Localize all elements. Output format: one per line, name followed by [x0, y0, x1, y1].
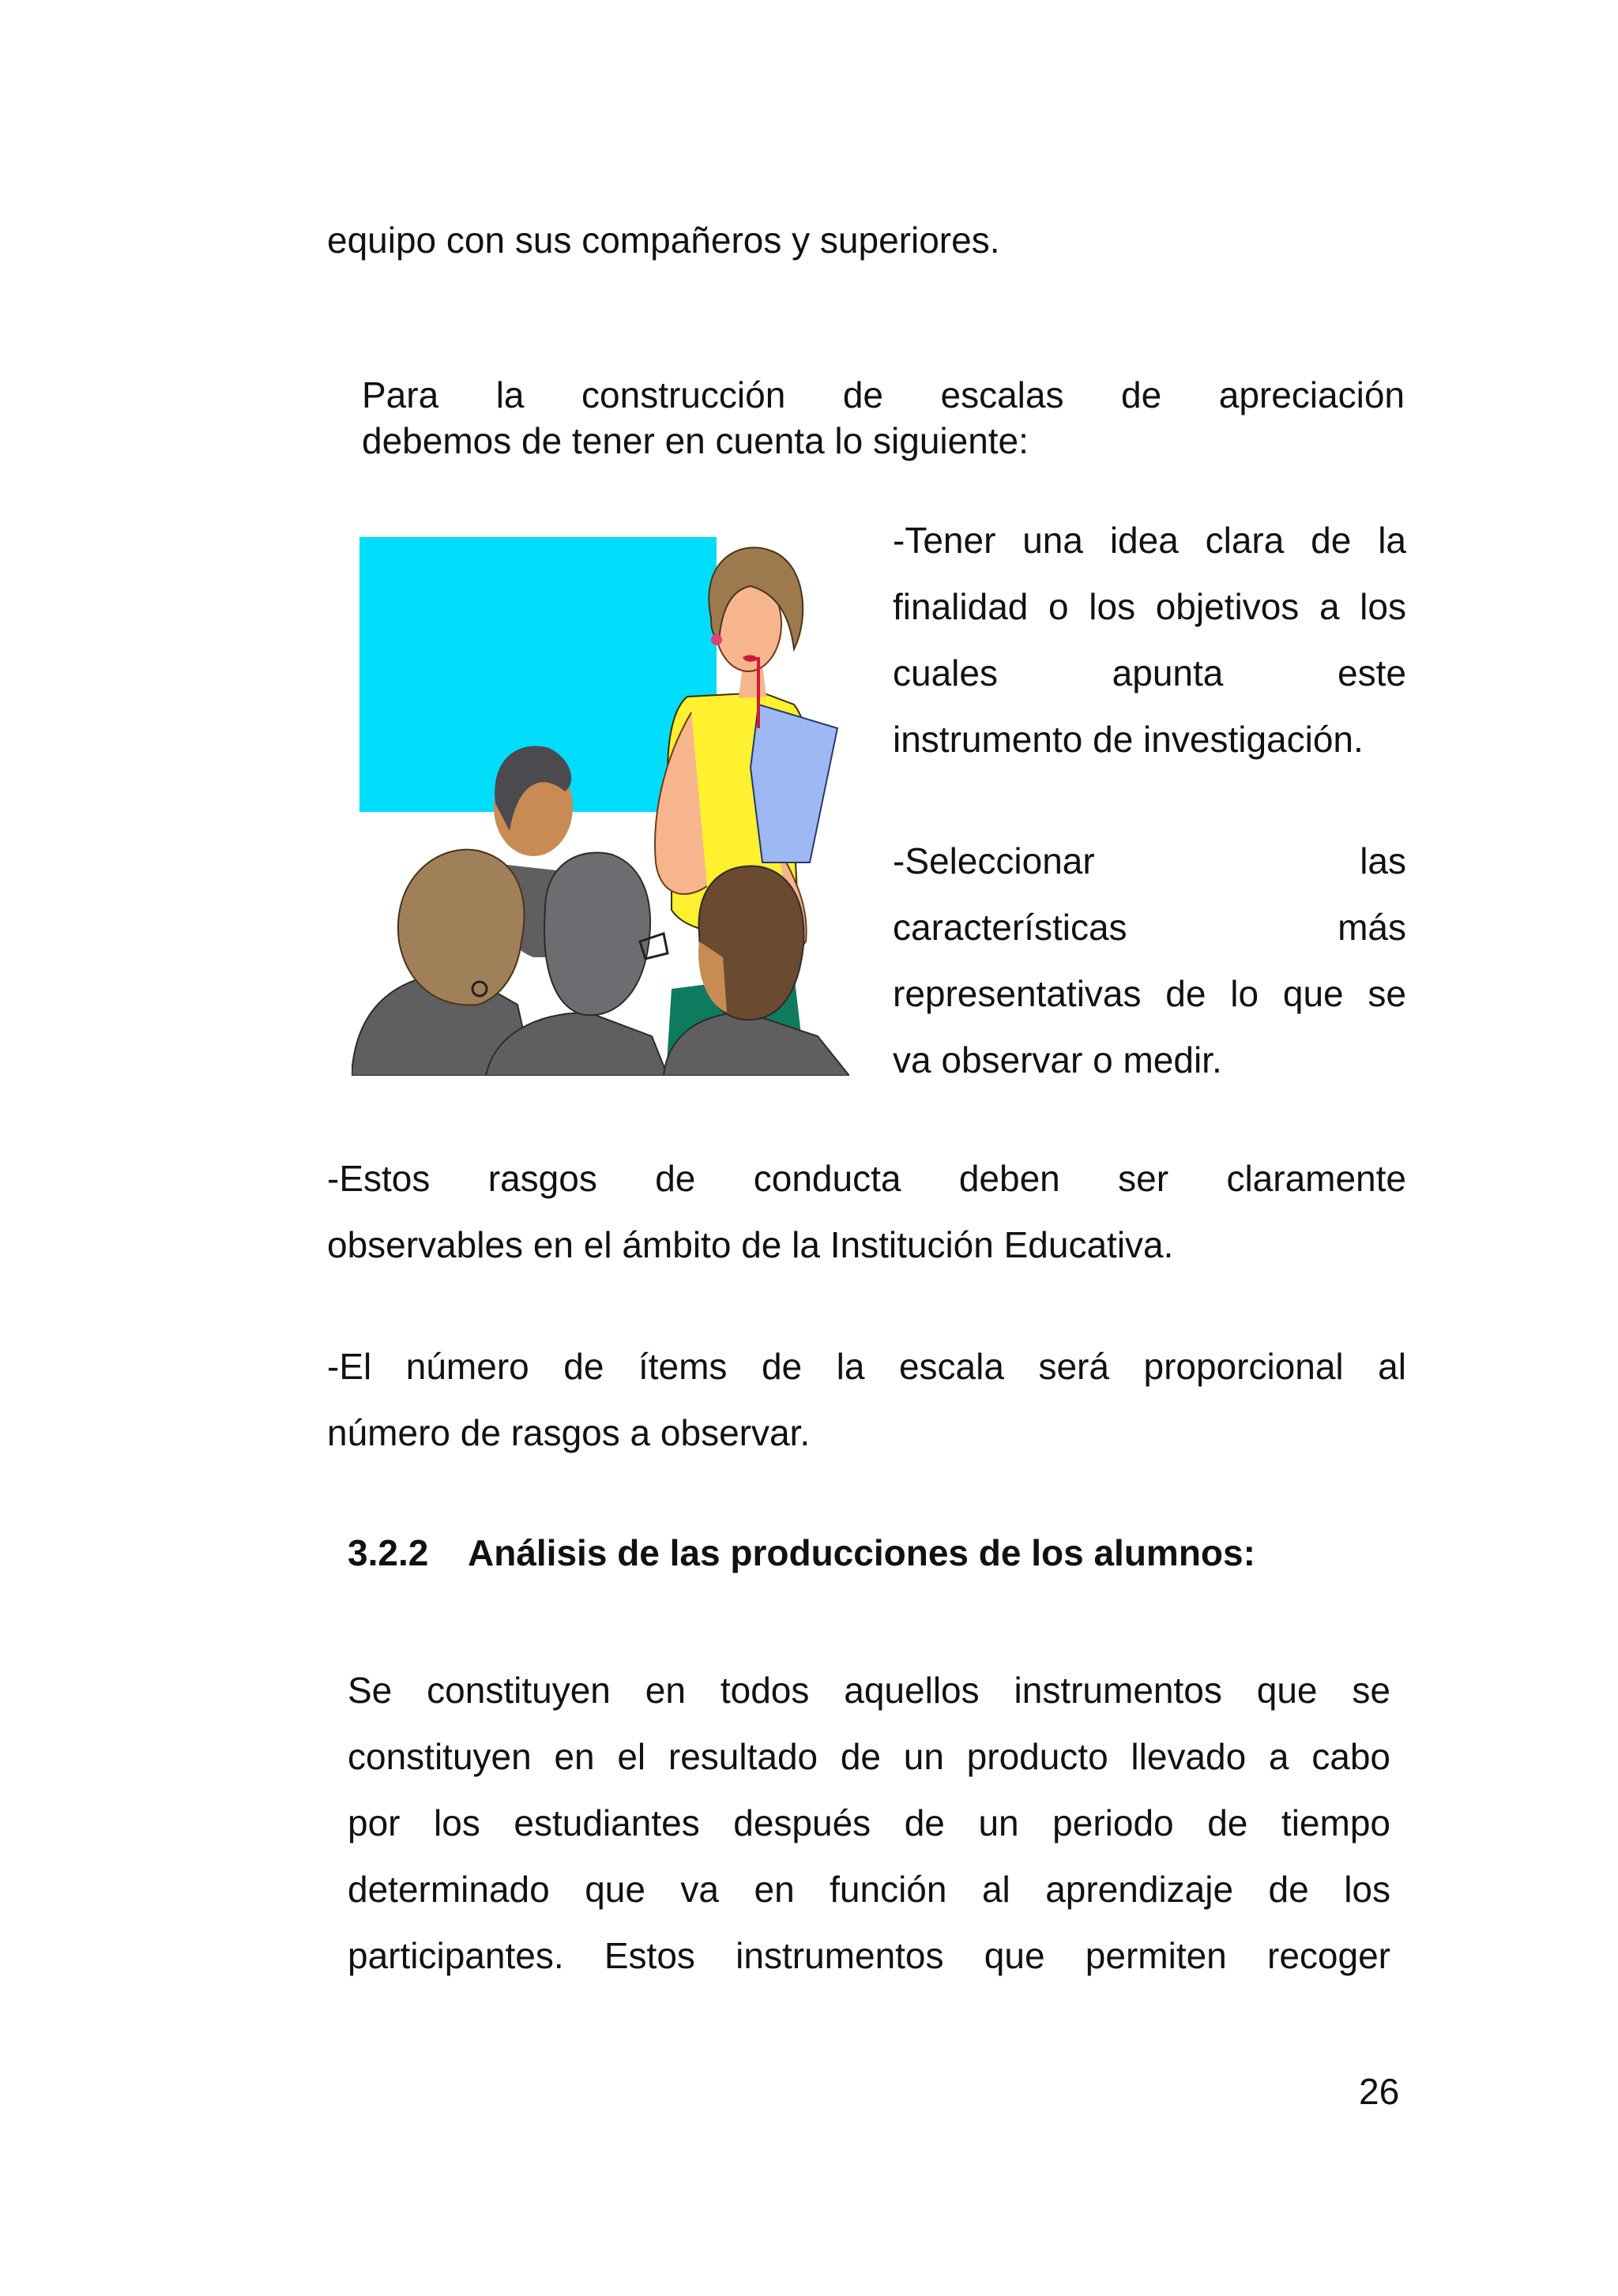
student-3-head: [544, 853, 650, 1016]
item2-line: representativas de lo que se: [893, 973, 1406, 1014]
page-number: 26: [1359, 2071, 1400, 2112]
item2-line: va observar o medir.: [893, 1039, 1222, 1080]
student-2-hair: [398, 850, 525, 1005]
body-line: participantes. Estos instrumentos que permiten recoger: [348, 1935, 1390, 1976]
item1-line: instrumento de investigación.: [893, 719, 1364, 760]
top-line: equipo con sus compañeros y superiores.: [327, 220, 1000, 261]
items-line: número de rasgos a observar.: [327, 1412, 811, 1453]
body-line: constituyen en el resultado de un producto llevado a cabo: [348, 1736, 1390, 1777]
items-line: -El número de ítems de la escala será proporcional al: [327, 1346, 1406, 1387]
body-line: por los estudiantes después de un periodo de tiempo: [348, 1802, 1390, 1843]
section-title: Análisis de las producciones de los alumnos:: [468, 1532, 1255, 1573]
item2-line: -Seleccionar las: [893, 840, 1406, 881]
body-line: determinado que va en función al aprendizaje de los: [348, 1869, 1390, 1910]
papers-shape: [751, 705, 837, 862]
section-number: 3.2.2: [348, 1532, 429, 1573]
classroom-presentation-illustration: [352, 531, 849, 1076]
rasgos-line: -Estos rasgos de conducta deben ser claramente: [327, 1158, 1406, 1199]
intro-line-2: debemos de tener en cuenta lo siguiente:: [362, 420, 1029, 461]
item2-line: características más: [893, 907, 1406, 948]
rasgos-line: observables en el ámbito de la Institución Educativa.: [327, 1224, 1174, 1265]
teacher-earring: [711, 634, 722, 645]
intro-line-1: Para la construcción de escalas de apreciación: [362, 374, 1405, 415]
item1-line: -Tener una idea clara de la: [893, 520, 1406, 561]
item1-line: cuales apunta este: [893, 652, 1406, 693]
body-line: Se constituyen en todos aquellos instrumentos que se: [348, 1670, 1390, 1711]
item1-line: finalidad o los objetivos a los: [893, 586, 1406, 627]
